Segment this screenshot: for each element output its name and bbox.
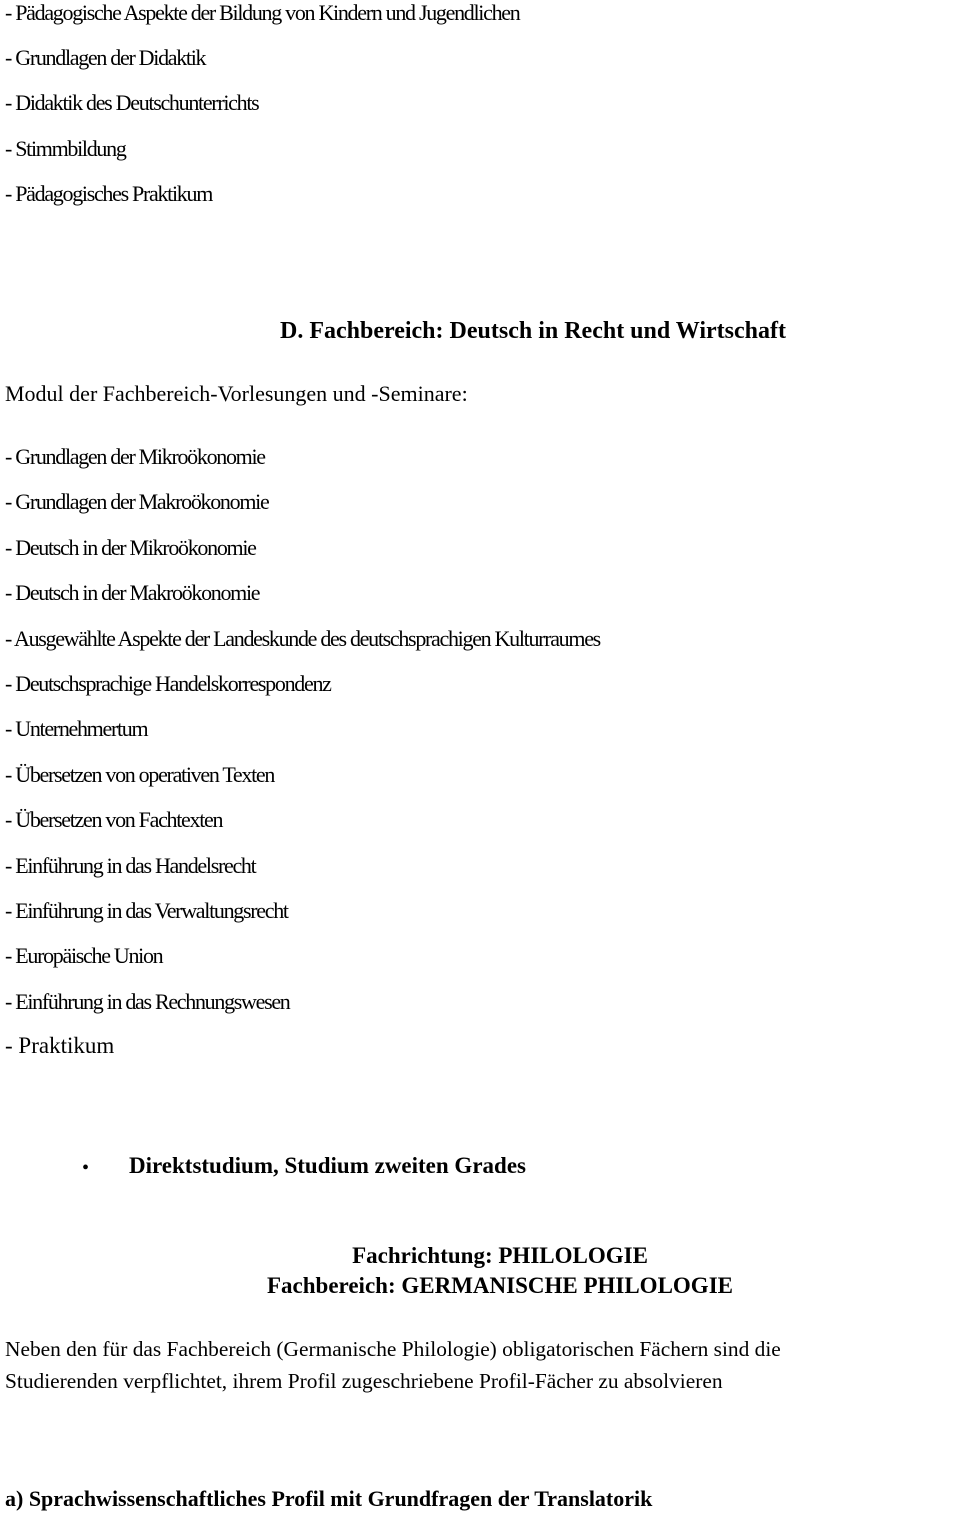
list-item: - Deutschsprachige Handelskorrespondenz: [5, 671, 331, 696]
list-item: - Deutsch in der Mikroökonomie: [5, 535, 256, 560]
fachrichtung-heading: Fachrichtung: PHILOLOGIE: [352, 1243, 648, 1268]
list-item: - Ausgewählte Aspekte der Landeskunde des deutschsprachigen Kulturraumes: [5, 626, 600, 651]
list-item: - Grundlagen der Didaktik: [5, 45, 206, 70]
list-item: - Einführung in das Handelsrecht: [5, 853, 256, 878]
fachbereich-heading: Fachbereich: GERMANISCHE PHILOLOGIE: [267, 1273, 733, 1298]
direktstudium-heading: Direktstudium, Studium zweiten Grades: [129, 1153, 526, 1178]
paragraph-line: Studierenden verpflichtet, ihrem Profil zugeschriebene Profil-Fächer zu absolvieren: [5, 1369, 723, 1393]
list-item: - Pädagogisches Praktikum: [5, 181, 213, 206]
list-item: - Deutsch in der Makroökonomie: [5, 580, 260, 605]
modul-label: Modul der Fachbereich-Vorlesungen und -Seminare:: [5, 381, 468, 406]
paragraph-line: Neben den für das Fachbereich (Germanische Philologie) obligatorischen Fächern sind die: [5, 1337, 781, 1361]
list-item: - Übersetzen von Fachtexten: [5, 807, 223, 832]
list-item: - Unternehmertum: [5, 716, 148, 741]
list-item: - Europäische Union: [5, 943, 163, 968]
list-item: - Einführung in das Rechnungswesen: [5, 989, 290, 1014]
list-item: - Didaktik des Deutschunterrichts: [5, 90, 259, 115]
bullet-icon: •: [82, 1157, 90, 1179]
list-item: - Grundlagen der Mikroökonomie: [5, 444, 265, 469]
list-item: - Einführung in das Verwaltungsrecht: [5, 898, 288, 923]
list-item: - Stimmbildung: [5, 136, 126, 161]
section-d-heading: D. Fachbereich: Deutsch in Recht und Wirtschaft: [280, 318, 786, 344]
list-item: - Grundlagen der Makroökonomie: [5, 489, 269, 514]
list-item: - Übersetzen von operativen Texten: [5, 762, 275, 787]
list-item: - Pädagogische Aspekte der Bildung von Kindern und Jugendlichen: [5, 0, 520, 25]
list-item: - Praktikum: [5, 1033, 115, 1058]
profil-a-heading: a) Sprachwissenschaftliches Profil mit Grundfragen der Translatorik: [5, 1486, 653, 1511]
intro-paragraph: [5, 1333, 957, 1397]
